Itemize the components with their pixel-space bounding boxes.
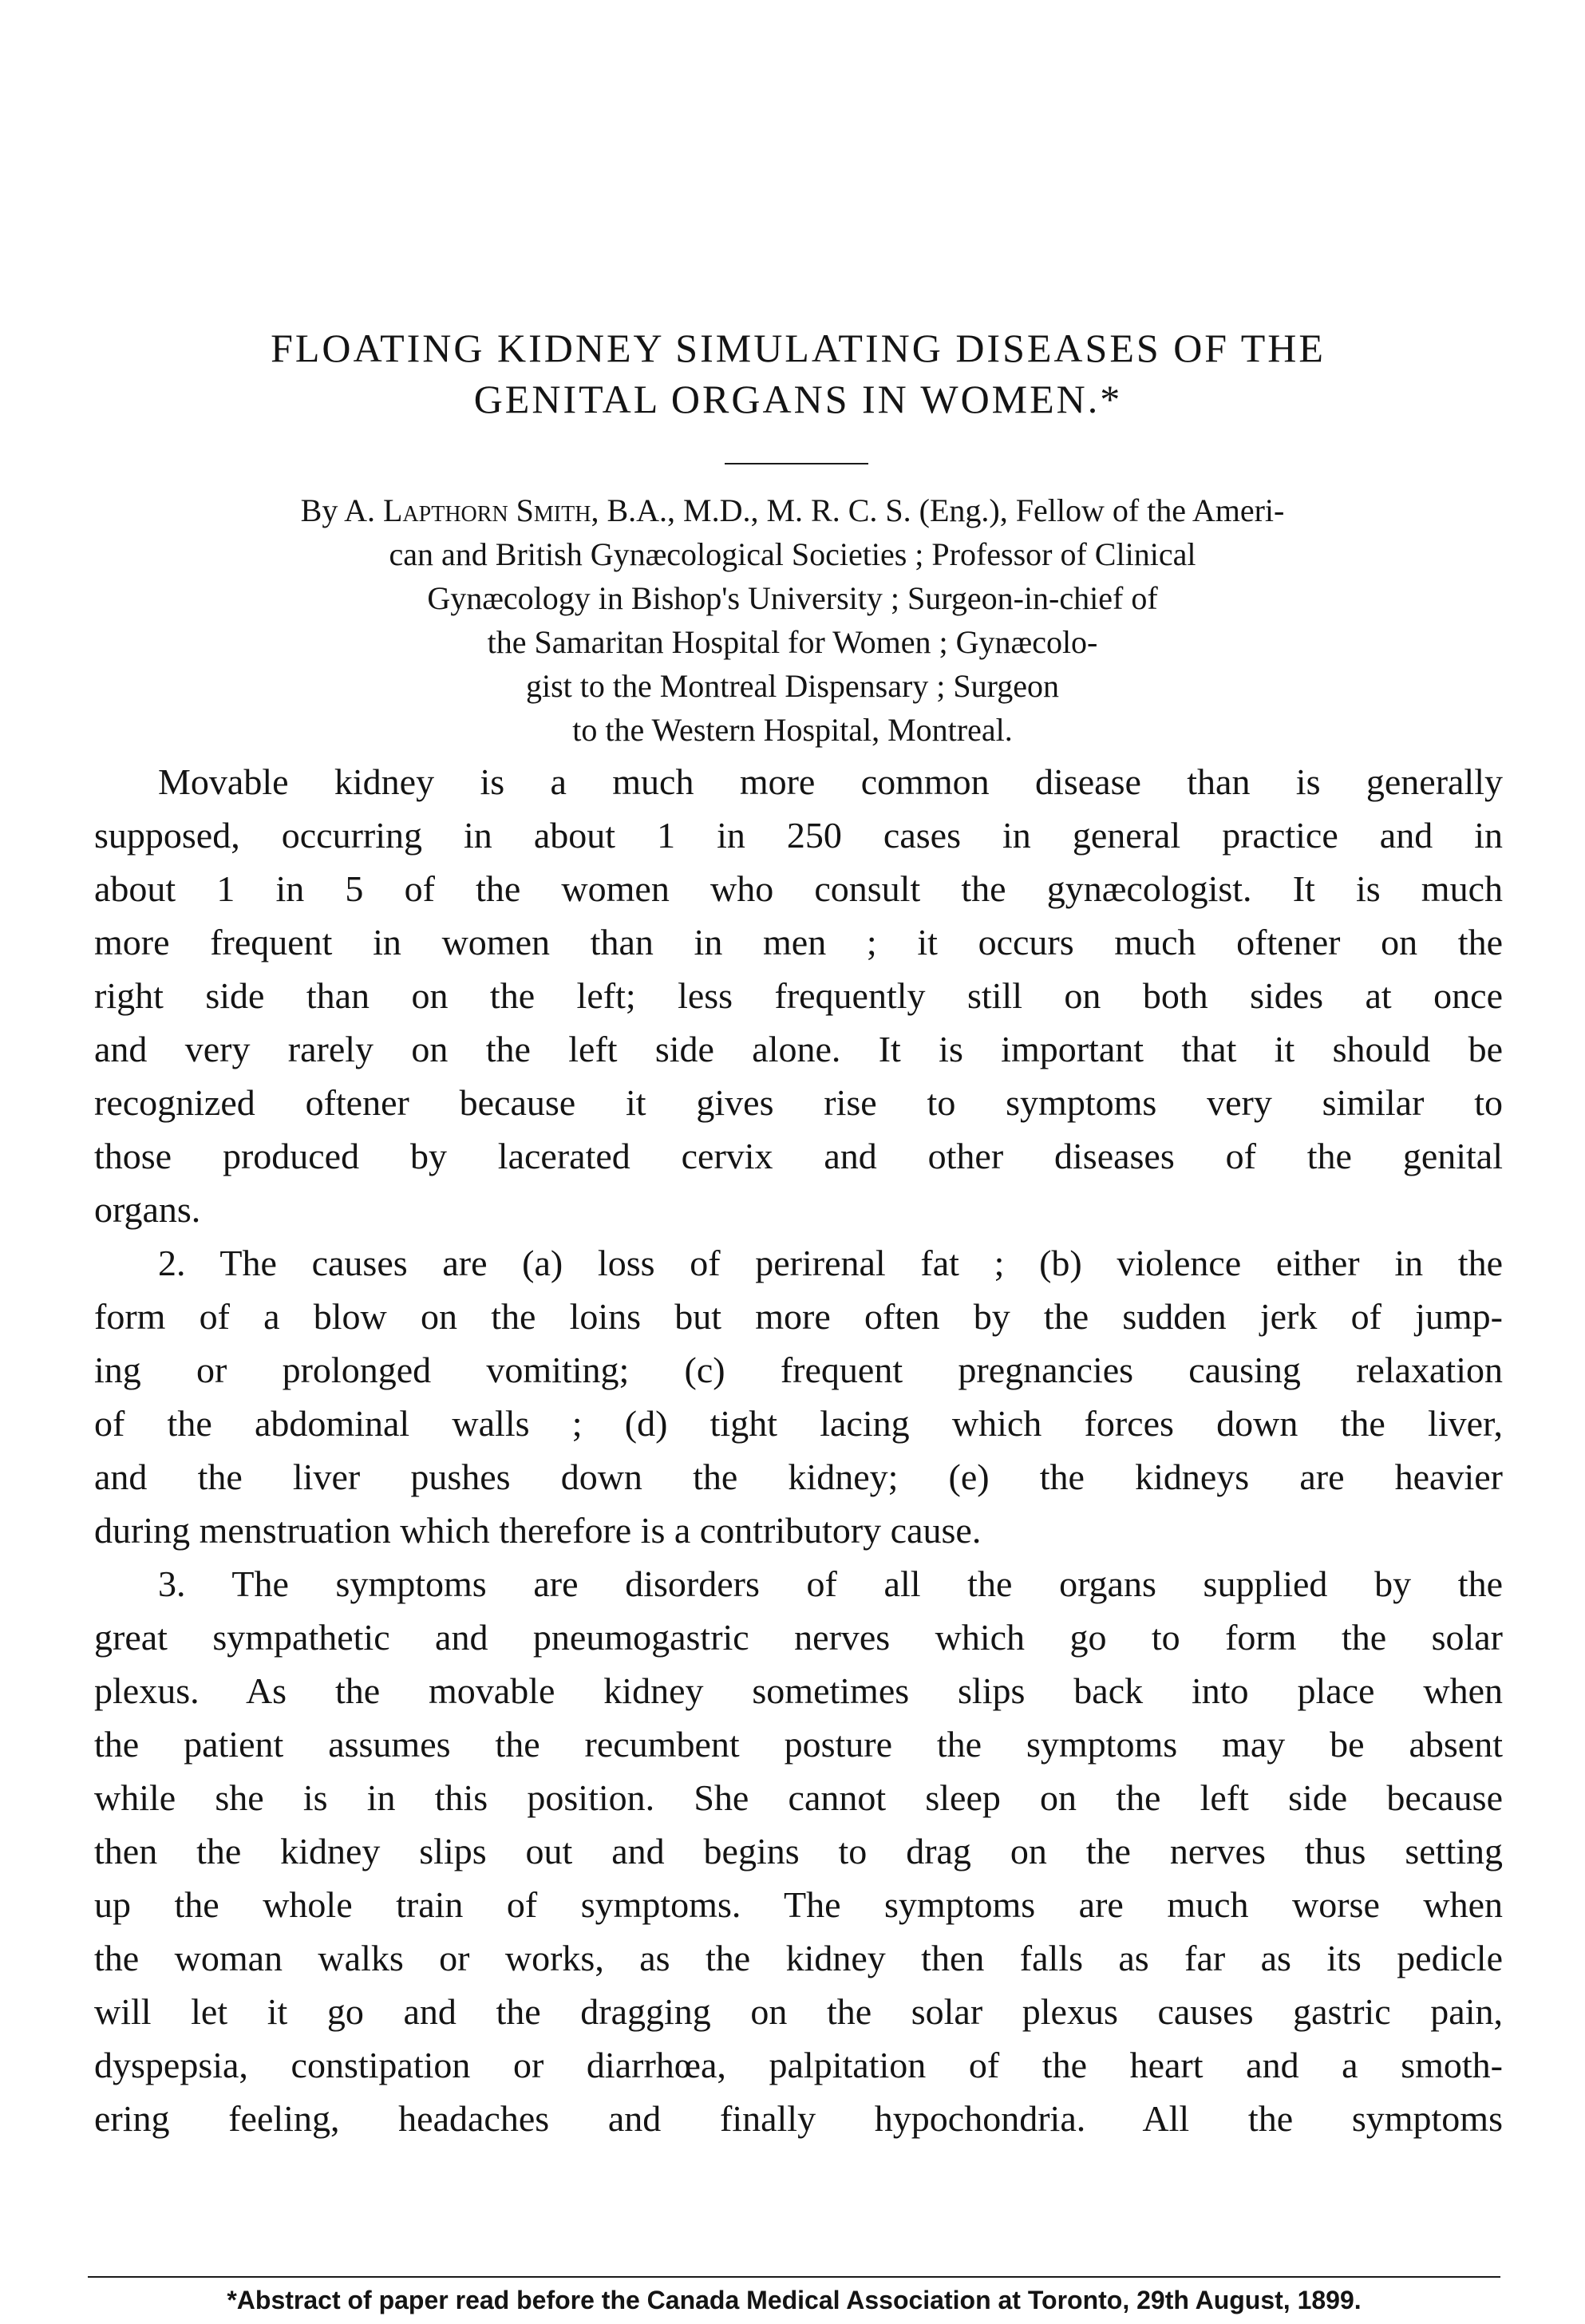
author-name: Lapthorn Smith,: [383, 492, 599, 528]
byline-line-1: [80, 488, 1505, 532]
byline-by: By A.: [300, 492, 375, 528]
body-line: and very rarely on the left side alone. It is important that it should be: [94, 1029, 1503, 1069]
body-line: the woman walks or works, as the kidney then falls as far as its pedicle: [94, 1938, 1503, 1978]
body-line: organs.: [94, 1189, 201, 1230]
body-line: the patient assumes the recumbent posture the symptoms may be absent: [94, 1724, 1503, 1765]
body-line: about 1 in 5 of the women who consult the gynæcologist. It is much: [94, 868, 1503, 909]
body-line: while she is in this position. She cannot sleep on the left side because: [94, 1777, 1503, 1818]
body-line: great sympathetic and pneumogastric nerves which go to form the solar: [94, 1617, 1503, 1658]
body-line: 2. The causes are (a) loss of perirenal fat ; (b) violence either in the: [158, 1243, 1503, 1283]
body-line: plexus. As the movable kidney sometimes slips back into place when: [94, 1670, 1503, 1711]
byline-line-4: the Samaritan Hospital for Women ; Gynæcolo-: [487, 624, 1098, 660]
article-title-line-1: FLOATING KIDNEY SIMULATING DISEASES OF THE: [271, 326, 1326, 370]
footnote-divider: [88, 2276, 1500, 2278]
body-line: more frequent in women than in men ; it occurs much oftener on the: [94, 922, 1503, 962]
body-line: right side than on the left; less frequently still on both sides at once: [94, 975, 1503, 1016]
body-line: those produced by lacerated cervix and other diseases of the genital: [94, 1136, 1503, 1176]
body-line: dyspepsia, constipation or diarrhœa, palpitation of the heart and a smoth-: [94, 2045, 1503, 2085]
body-line: ering feeling, headaches and finally hypochondria. All the symptoms: [94, 2098, 1503, 2139]
body-line: and the liver pushes down the kidney; (e) the kidneys are heavier: [94, 1456, 1503, 1497]
body-line: up the whole train of symptoms. The symptoms are much worse when: [94, 1884, 1503, 1925]
byline-line-2: can and British Gynæcological Societies ; Professor of Clinical: [389, 536, 1196, 572]
byline-line-5: gist to the Montreal Dispensary ; Surgeon: [525, 668, 1060, 704]
body-line: will let it go and the dragging on the solar plexus causes gastric pain,: [94, 1991, 1503, 2032]
byline-line-6: to the Western Hospital, Montreal.: [572, 712, 1013, 748]
body-line: supposed, occurring in about 1 in 250 cases in general practice and in: [94, 815, 1503, 856]
body-line: during menstruation which therefore is a contributory cause.: [94, 1510, 982, 1551]
byline-line-3: Gynæcology in Bishop's University ; Surgeon-in-chief of: [427, 580, 1158, 616]
body-line: form of a blow on the loins but more often by the sudden jerk of jump-: [94, 1296, 1503, 1337]
byline-credentials: B.A., M.D., M. R. C. S. (Eng.), Fellow of the Ameri-: [607, 492, 1285, 528]
title-divider: [725, 463, 868, 464]
body-line: of the abdominal walls ; (d) tight lacing which forces down the liver,: [94, 1403, 1503, 1444]
body-line: recognized oftener because it gives rise to symptoms very similar to: [94, 1082, 1503, 1123]
body-line: Movable kidney is a much more common disease than is generally: [158, 761, 1503, 802]
body-line: ing or prolonged vomiting; (c) frequent pregnancies causing relaxation: [94, 1350, 1503, 1390]
body-line: then the kidney slips out and begins to drag on the nerves thus setting: [94, 1831, 1503, 1871]
article-title-line-2: GENITAL ORGANS IN WOMEN.*: [473, 377, 1123, 421]
footnote: *Abstract of paper read before the Canada Medical Association at Toronto, 29th August, 1899.: [227, 2286, 1362, 2314]
body-line: 3. The symptoms are disorders of all the organs supplied by the: [158, 1563, 1503, 1604]
